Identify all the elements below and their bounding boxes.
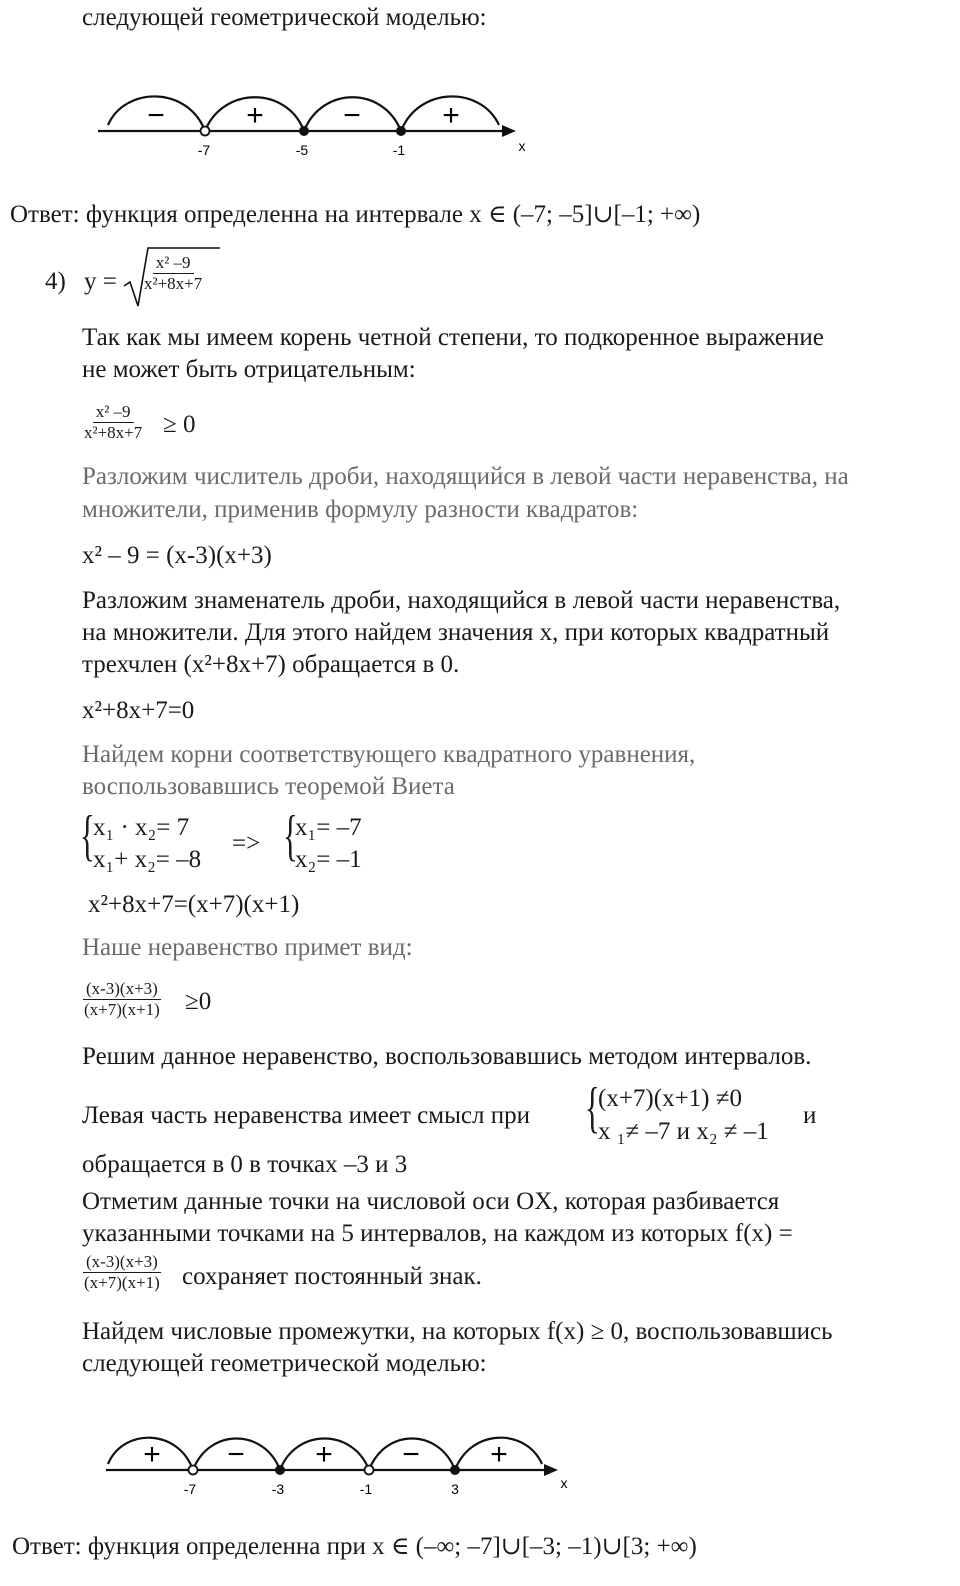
equation-diff-squares: x² – 9 = (x-3)(x+3)	[82, 542, 272, 569]
system-brace-icon: {	[585, 1077, 600, 1139]
open-point	[201, 127, 210, 136]
axis-label: x	[560, 1475, 568, 1491]
point-label: -7	[197, 142, 211, 158]
domain-condition-1: (x+7)(x+1) ≠0	[598, 1085, 742, 1112]
sign-label: −	[147, 99, 165, 132]
sign-label: +	[143, 1438, 161, 1471]
number-line-1	[90, 80, 540, 160]
point-label: -1	[359, 1481, 373, 1497]
inequality-2-fraction	[81, 979, 163, 1020]
number-line-2	[98, 1420, 578, 1500]
gray-paragraph-line: Наше неравенство примет вид:	[82, 934, 413, 961]
paragraph-line: на множители. Для этого найдем значения x, при которых квадратный	[82, 619, 830, 646]
domain-condition-2: x ₁≠ –7 и x₂ ≠ –1	[598, 1118, 769, 1145]
point-label: -7	[183, 1481, 197, 1497]
filled-point	[275, 1465, 285, 1475]
answer-2: Ответ: функция определенна при x ∈ (–∞; –7]∪[–3; –1)∪[3; +∞)	[12, 1533, 697, 1560]
y-equals: y =	[84, 268, 117, 295]
root-1: x₁= –7	[295, 814, 362, 841]
intro-text-line: следующей геометрической моделью:	[82, 4, 487, 31]
open-point	[365, 1466, 374, 1475]
vieta-sum: x₁+ x₂= –8	[93, 846, 202, 873]
answer-1: Ответ: функция определенна на интервале x ∈ (–7; –5]∪[–1; +∞)	[10, 201, 701, 228]
gray-paragraph-line: Разложим числитель дроби, находящийся в левой части неравенства, на	[82, 463, 849, 490]
fraction-numerator: x² –9	[93, 402, 134, 423]
sqrt-denominator: x²+8x+7	[144, 274, 203, 293]
implies-arrow: =>	[232, 830, 261, 857]
paragraph-line: не может быть отрицательным:	[82, 356, 416, 383]
inequality-relation: ≥0	[185, 988, 212, 1015]
axis-arrow-icon	[502, 125, 516, 137]
gray-paragraph-line: Найдем корни соответствующего квадратного уравнения,	[82, 741, 696, 768]
paragraph-line: трехчлен (x²+8x+7) обращается в 0.	[82, 651, 460, 678]
paragraph-line: Решим данное неравенство, воспользовавшись методом интервалов.	[82, 1043, 812, 1070]
paragraph-line: Так как мы имеем корень четной степени, то подкоренное выражение	[82, 324, 824, 351]
inequality-1-fraction	[81, 402, 145, 443]
sign-label: +	[490, 1438, 508, 1471]
paragraph-line: Найдем числовые промежутки, на которых f(x) ≥ 0, воспользовавшись	[82, 1318, 833, 1345]
gray-paragraph-line: множители, применив формулу разности квадратов:	[82, 496, 639, 523]
equation-quadratic: x²+8x+7=0	[82, 697, 195, 724]
filled-point	[450, 1465, 460, 1475]
sqrt-numerator: x² –9	[153, 253, 194, 274]
sqrt-fraction	[141, 253, 205, 294]
paragraph-line: сохраняет постоянный знак.	[182, 1263, 482, 1290]
zeros-text: обращается в 0 в точках –3 и 3	[82, 1151, 408, 1178]
system-brace-icon: {	[80, 805, 95, 867]
system-brace-icon: {	[283, 805, 298, 867]
point-label: 3	[451, 1481, 459, 1497]
equation-factored: x²+8x+7=(x+7)(x+1)	[88, 891, 300, 918]
fraction-numerator: (x-3)(x+3)	[83, 1252, 161, 1273]
fraction-denominator: (x+7)(x+1)	[84, 1000, 160, 1019]
filled-point	[299, 126, 309, 136]
sign-label: −	[343, 99, 361, 132]
sign-label: +	[442, 99, 460, 132]
function-fraction	[81, 1252, 163, 1293]
open-point	[189, 1466, 198, 1475]
paragraph-line: указанными точками на 5 интервалов, на каждом из которых f(x) =	[82, 1220, 793, 1247]
axis-arrow-icon	[544, 1464, 558, 1476]
problem-number: 4)	[45, 268, 66, 295]
sign-label: −	[402, 1438, 420, 1471]
sign-label: −	[227, 1438, 245, 1471]
root-2: x₂= –1	[295, 846, 362, 873]
filled-point	[396, 126, 406, 136]
vieta-product: x₁ · x₂= 7	[93, 814, 190, 841]
fraction-denominator: x²+8x+7	[84, 423, 143, 442]
paragraph-line: Разложим знаменатель дроби, находящийся в левой части неравенства,	[82, 587, 841, 614]
paragraph-line: Отметим данные точки на числовой оси OX, которая разбивается	[82, 1188, 780, 1215]
sign-label: +	[246, 99, 264, 132]
sign-label: +	[315, 1438, 333, 1471]
domain-text: Левая часть неравенства имеет смысл при	[82, 1102, 530, 1129]
point-label: -5	[295, 142, 309, 158]
gray-paragraph-line: воспользовавшись теоремой Виета	[82, 773, 455, 800]
inequality-relation: ≥ 0	[163, 411, 196, 438]
point-label: -1	[392, 142, 406, 158]
fraction-numerator: (x-3)(x+3)	[83, 979, 161, 1000]
fraction-denominator: (x+7)(x+1)	[84, 1273, 160, 1292]
conjunction: и	[803, 1102, 817, 1129]
paragraph-line: следующей геометрической моделью:	[82, 1350, 487, 1377]
point-label: -3	[271, 1481, 285, 1497]
axis-label: x	[518, 138, 526, 154]
